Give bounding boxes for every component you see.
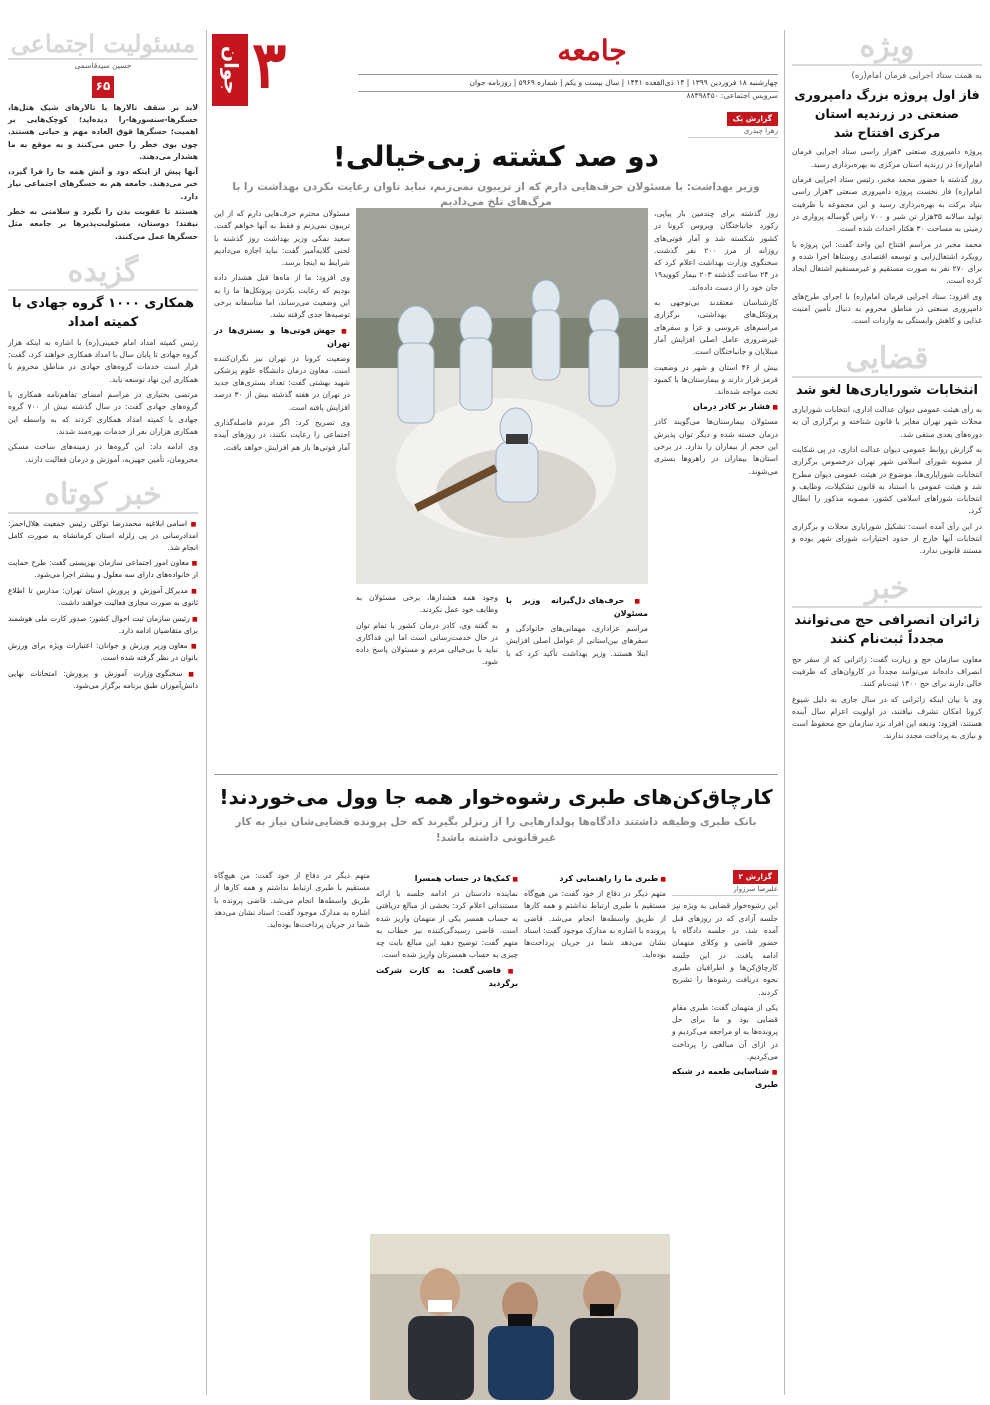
- logo: جوان: [212, 34, 248, 106]
- story-column: روز گذشته برای چندمین بار پیاپی، رکورد جانباختگان ویروس کرونا در کشور شکسته شد و آمار فوتی‌های روزانه از مرز ۲۰۰ نفر گذشت. سخنگوی وزارت بهداشت اعلام کرد که در ۲۴ ساعت گذشته ۲۰۳ بیمار کووید۱۹ جان خود را از دست داده‌اند. کارشناسان معتقدند بی‌توجهی به پروتکل‌های بهداشتی، برگزاری مراسم‌های عروسی و عزا و سفرهای غیرضروری عامل اصلی افزایش آمار مبتلایان و جانباختگان است. بیش از ۴۶ استان و شهر در وضعیت قرمز قرار دارند و بیمارستان‌ها با کمبود تخت مواجه شده‌اند. ■ فشار بر کادر درمان مسئولان بیمارستان‌ها می‌گویند کادر درمان خسته شده و دیگر توان پذیرش این حجم از بیماران را ندارد. در برخی استان‌ها بیماران در راهروها بستری می‌شوند.: [654, 208, 778, 481]
- list-item: ■ سخنگوی وزارت آموزش و پرورش: امتحانات نهایی دانش‌آموزان طبق برنامه برگزار می‌شود.: [8, 668, 198, 692]
- report-tag: گزارش ۲: [733, 870, 778, 884]
- left-column: [8, 29, 198, 696]
- main-story: [214, 112, 778, 209]
- subhead: ■ حرف‌های دل‌گیرانه وزیر با مسئولان: [506, 595, 648, 621]
- hazmat-workers-photo: [356, 208, 648, 584]
- section-title: جامعه: [557, 34, 627, 67]
- second-story: [214, 784, 778, 847]
- headline: همکاری ۱۰۰۰ گروه جهادی با کمیته امداد: [11, 295, 195, 331]
- article-body: پروژه دامپروری صنعتی ۳هزار راسی ستاد اجرایی فرمان امام(ره) در زرندیه استان مرکزی به بهره‌برداری رسید. روز گذشته با حضور محمد مخبر، رئیس ستاد اجرایی فرمان امام(ره) فاز نخست پروژه دامپروری صنعتی ۳هزار راسی بنیاد برکت به بهره‌برداری رسید و این مجموعه با ظرفیت تولید سالانه ۳۵هزار تن شیر و ۷۰۰ راس گوساله پرواری در زمینی به مساحت ۳۰ هکتار احداث شده است. محمد مخبر در مراسم افتتاح این واحد گفت: این پروژه با رویکرد اشتغال‌زایی و توسعه اقتصادی روستاها اجرا شده و برای ۲۷۰ نفر به صورت مستقیم و غیرمستقیم اشتغال ایجاد کرده است. وی افزود: ستاد اجرایی فرمان امام(ره) با اجرای طرح‌های دامپروری صنعتی در مناطق محروم به دنبال تأمین امنیت غذایی و کاهش وابستگی به واردات است.: [792, 147, 983, 326]
- section-header: ویژه: [792, 32, 982, 66]
- page-number: ۳: [252, 28, 287, 103]
- main-photo: [356, 208, 648, 584]
- article-body: معاون سازمان حج و زیارت گفت: زائرانی که از سفر حج انصراف داده‌اند می‌توانند مجدداً در کاروان‌های که ظرفیت خالی دارند برای حج ۱۴۰۰ ثبت‌نام کنند. وی با بیان اینکه زائرانی که در سال جاری به دلیل شیوع کرونا امکان تشرف نیافتند، در اولویت اعزام سال آینده هستند، افزود: ودیعه این افراد نزد سازمان حج محفوظ است و نیازی به پرداخت مجدد ندارند.: [792, 654, 982, 741]
- subhead: ■ کمک‌ها در حساب همسرا: [376, 873, 518, 886]
- section-header: قضایی: [792, 344, 982, 378]
- main-headline: دو صد کشته زبی‌خیالی!: [332, 140, 660, 174]
- subhead: ■ فشار بر کادر درمان: [654, 401, 778, 414]
- list-item: ■ معاون امور اجتماعی سازمان بهزیستی گفت: طرح حمایت از خانواده‌های دارای سه معلول و بیشتر اجرا می‌شود.: [8, 557, 198, 581]
- column-divider: [206, 30, 207, 1395]
- author: علیرضا سرزوار: [672, 884, 778, 897]
- headline: انتخابات شورایاری‌ها لغو شد: [796, 382, 978, 398]
- story2-lead: بانک طبری وظیفه داشتند دادگاه‌ها پولدارهایی را از رنزلر بگیرند که حل پرونده قضایی‌شان نیاز به کار غیرقانونی داشته باشد!: [235, 816, 757, 845]
- headline: زائران انصرافی حج می‌توانند مجدداً ثبت‌نام کنند: [794, 612, 980, 648]
- story-column: مسئولان محترم حرف‌هایی دارم که از این تریبون نمی‌زنم و فقط به آنها خواهم گفت. سعید نمکی وزیر بهداشت روز گذشته با لحنی گلایه‌آمیز گفت: نباید اجازه می‌دادیم شرایط به اینجا برسد. وی افزود: ما از ماه‌ها قبل هشدار داده بودیم که رعایت نکردن پروتکل‌ها ما را به این وضعیت می‌رساند، اما متأسفانه برخی توصیه‌ها جدی گرفته نشد. ■ جهش فوتی‌ها و بستری‌ها در تهران وضعیت کرونا در تهران نیز نگران‌کننده است. معاون درمان دانشگاه علوم پزشکی شهید بهشتی گفت: تعداد بستری‌های جدید در تهران در هفته گذشته بیش از ۳۰ درصد افزایش یافته است. وی تصریح کرد: اگر مردم فاصله‌گذاری اجتماعی را رعایت نکنند، در روزهای آینده آمار فوتی‌ها باز هم افزایش خواهد یافت.: [214, 208, 350, 457]
- column-body: لابد بر سقف تالارها یا تالارهای شیک هتل‌ها، حسگرها-سنسورها-را دیده‌اید؛ کوچک‌هایی بر اهمیت؛ حسگرها قوق العاده مهم و حیاتی هستند. چون بوی خطر را حس می‌کنند و به موقع به ما هشدار می‌دهند. آنها پیش از اینکه دود و آتش همه جا را فرا گیرد، خبر می‌دهند. جامعه هم به حسگرهای اجتماعی نیاز دارد. هستند تا عقوبت بدن را نگیرد و سلامتی به خطر نیفتد؛ دوستان، مسئولیت‌پذیرها بر جامعه مثل حسگرها عمل می‌کنند.: [8, 102, 198, 241]
- masthead: [212, 28, 778, 106]
- author: حسین سیدقاسمی: [74, 61, 132, 70]
- story2-column: ■ کمک‌ها در حساب همسرا نماینده دادستان در ادامه جلسه با ارائه مستنداتی اعلام کرد: بخشی از مبالغ دریافتی به حساب همسر یکی از متهمان واریز شده است. قاضی رسیدگی‌کننده نیز خطاب به متهم گفت: توضیح دهید این مبالغ بابت چه چیزی به حساب همسرتان واریز شده است. ■ قاضی گفت: به کارت شرکت برگردید: [376, 870, 518, 993]
- section-header: گزیده: [8, 257, 198, 291]
- subhead: ■ شناسایی طعمه در شبکه طبری: [672, 1066, 778, 1092]
- column-divider: [784, 30, 785, 1395]
- right-column: [792, 29, 983, 746]
- list-item: ■ مدیرکل آموزش و پرورش استان تهران: مدارس تا اطلاع ثانوی به صورت مجازی فعالیت خواهند داشت.: [8, 585, 198, 609]
- court-photo: [370, 1234, 670, 1400]
- story2-column: ■ طبری ما را راهنمایی کرد متهم دیگر در دفاع از خود گفت: من هیچ‌گاه مستقیم با طبری ارتباط نداشتم و همه کارها از طریق واسطه‌ها انجام می‌شد. قاضی پرونده با اشاره به مدارک موجود گفت: اسناد نشان می‌دهد شما در جریان پرداخت‌ها بوده‌اید.: [524, 870, 666, 965]
- defendants-photo: [370, 1234, 670, 1400]
- story2-column: متهم دیگر در دفاع از خود گفت: من هیچ‌گاه مستقیم با طبری ارتباط نداشتم و همه کارها از طریق واسطه‌ها انجام می‌شد. قاضی پرونده با اشاره به مدارک موجود گفت: اسناد نشان می‌دهد شما در جریان پرداخت‌ها بوده‌اید.: [214, 871, 370, 930]
- section-header: مسئولیت اجتماعی: [8, 32, 198, 60]
- article-body: رئیس کمیته امداد امام خمینی(ره) با اشاره به اینکه هزار گروه جهادی تا پایان سال با امداد همکاری خواهند کرد، گفت: قرار است خدمات گروه‌های جهادی در مناطق محروم با همکاری این نهاد توسعه یابد. مرتضی بختیاری در مراسم امضای تفاهم‌نامه همکاری با گروه‌های جهادی گفت: در سال گذشته بیش از ۷۰۰ گروه جهادی با کمیته امداد همکاری کردند که به واسطه این همکاری هزاران نفر از خدمات بهره‌مند شدند. وی ادامه داد: این گروه‌ها در زمینه‌های ساخت مسکن محرومان، تأمین جهیزیه، آموزش و درمان فعالیت دارند.: [8, 337, 198, 464]
- page-box: ۶۵: [92, 76, 114, 98]
- section-header: خبر کوتاه: [8, 480, 198, 514]
- subhead: ■ قاضی گفت: به کارت شرکت برگردید: [376, 965, 518, 991]
- service-line: سرویس اجتماعی: ۸۸۴۹۸۴۵۰: [686, 91, 778, 100]
- story-column: ■ حرف‌های دل‌گیرانه وزیر با مسئولان مراسم عزاداری، مهمانی‌های خانوادگی و سفرهای بین‌استانی از عوامل اصلی افزایش ابتلا هستند. وزیر بهداشت تأکید کرد که با وجود همه هشدارها، برخی مسئولان به وظایف خود عمل نکردند. به گفته وی، کادر درمان کشور با تمام توان در حال خدمت‌رسانی است اما این فداکاری نباید با بی‌خیالی مردم و مسئولان پاسخ داده شود.: [356, 592, 648, 669]
- author: زهرا چیذری: [688, 126, 778, 139]
- list-item: ■ معاون وزیر ورزش و جوانان: اعتبارات ویژه برای ورزش بانوان در نظر گرفته شده است.: [8, 640, 198, 664]
- list-item: ■ رئیس سازمان ثبت احوال کشور: صدور کارت ملی هوشمند برای متقاضیان ادامه دارد.: [8, 613, 198, 637]
- subhead: ■ جهش فوتی‌ها و بستری‌ها در تهران: [214, 325, 350, 351]
- headline: فاز اول پروژه بزرگ دامپروری صنعتی در زرندیه استان مرکزی افتتاح شد: [794, 87, 980, 140]
- list-item: ■ اسامی ابلاغیه محمدرضا توکلی رئیس جمعیت هلال‌احمر: امدادرسانی در پی زلزله استان کرمانشاه به صورت کامل انجام شد.: [8, 518, 198, 554]
- horizontal-divider: [214, 774, 778, 775]
- section-header: خبر: [792, 574, 982, 608]
- lead: وزیر بهداشت: با مسئولان حرف‌هایی دارم که از تریبون نمی‌زنم، نباید تاوان رعایت نکردن بهداشت را با مرگ‌های تلخ می‌دادیم: [232, 181, 760, 208]
- report-tag: گزارش یک: [727, 112, 778, 126]
- story2-headline: کارچاق‌کن‌های طبری رشوه‌خوار همه جا وول می‌خوردند!: [219, 785, 773, 809]
- article-body: به رأی هیئت عمومی دیوان عدالت اداری، انتخابات شورایاری محلات شهر تهران مغایر با قانون شناخته و برگزاری آن به دوره‌های بعدی منتفی شد. به گزارش روابط عمومی دیوان عدالت اداری، در پی شکایت از مصوبه شورای اسلامی شهر تهران درخصوص برگزاری انتخابات شورایاری‌ها، موضوع در هیئت عمومی دیوان مطرح شد و هیئت عمومی با استناد به قانون تشکیلات، وظایف و انتخابات شوراهای اسلامی کشور، مصوبه مذکور را ابطال کرد. در این رأی آمده است: تشکیل شورایاری محلات و برگزاری انتخابات آنها خارج از حدود اختیارات شورای شهر بوده و مستند قانونی ندارد.: [792, 405, 982, 556]
- story2-column: گزارش ۲ علیرضا سرزوار این رشوه‌خوار قضایی به ویژه نیز جلسه آزادی که در روزهای قبل آمده شد، در جلسه دادگاه با حضور قاضی و وکلای متهمان ادامه یافت. در این جلسه کارچاق‌کن‌ها و اطرافیان طبری نحوه دریافت رشوه‌ها را تشریح کردند. یکی از متهمان گفت: طبری مقام قضایی بود و ما برای حل پرونده‌ها به او مراجعه می‌کردیم و در ازای آن مبالغی را پرداخت می‌کردیم. ■ شناسایی طعمه در شبکه طبری: [672, 870, 778, 1094]
- kicker: به همت ستاد اجرایی فرمان امام(ره): [851, 71, 982, 81]
- dateline: چهارشنبه ۱۸ فروردین ۱۳۹۹ | ۱۴ ذی‌القعده ۱۴۴۱ | سال بیست و یکم | شماره ۵۹۶۹ | روزنامه جوان: [358, 74, 778, 92]
- subhead: ■ طبری ما را راهنمایی کرد: [524, 873, 666, 886]
- brief-news-list: [8, 518, 198, 692]
